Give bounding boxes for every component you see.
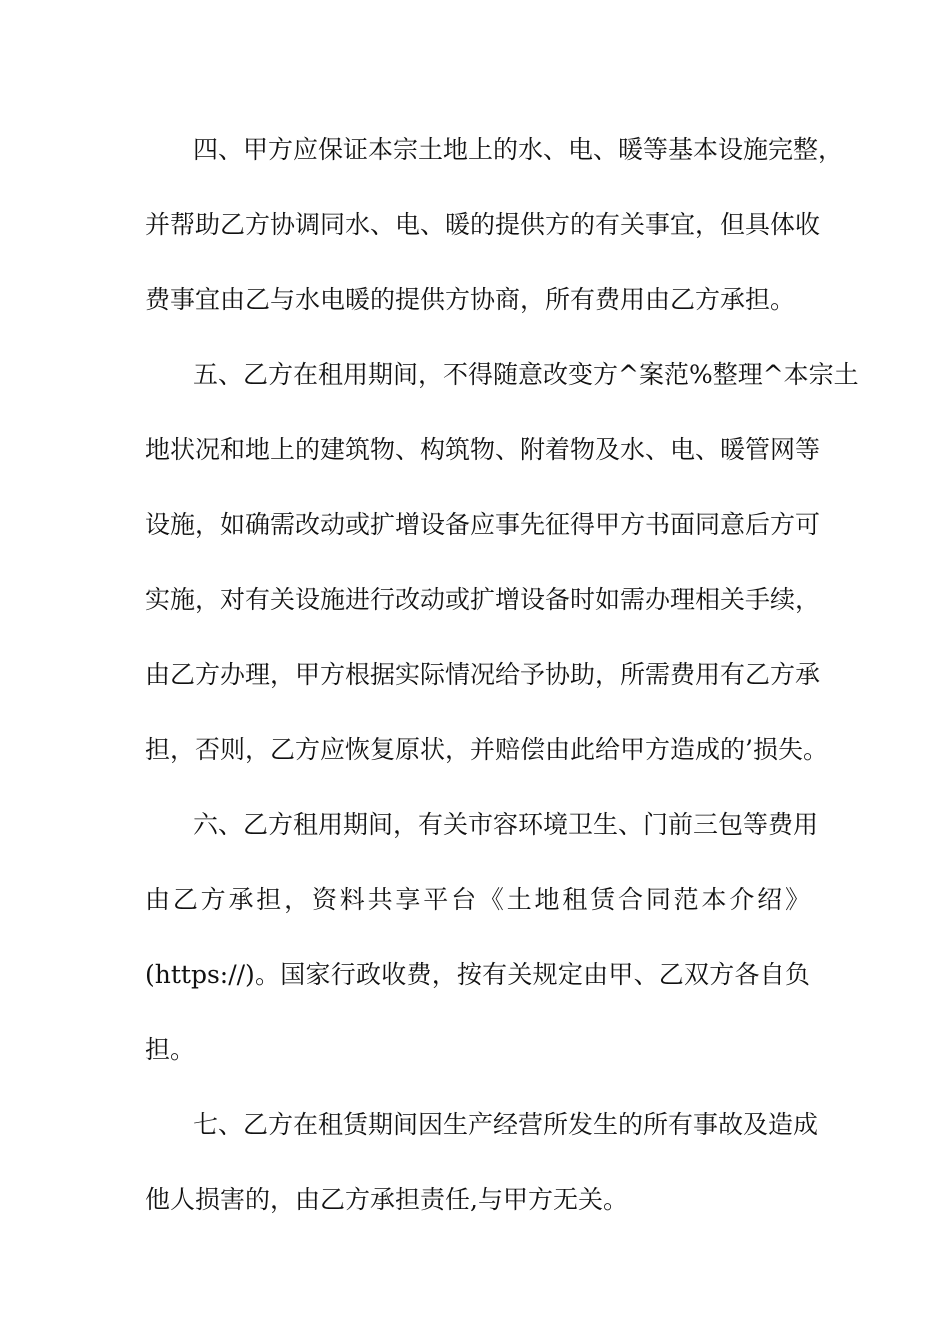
paragraph-5-line-5: 由乙方办理，甲方根据实际情况给予协助，所需费用有乙方承 bbox=[145, 660, 821, 689]
paragraph-6-line-1: 六、乙方租用期间，有关市容环境卫生、门前三包等费用 bbox=[193, 810, 819, 839]
paragraph-6-line-3: (https://)。国家行政收费，按有关规定由甲、乙双方各自负 bbox=[145, 960, 810, 989]
paragraph-5-line-2: 地状况和地上的建筑物、构筑物、附着物及水、电、暖管网等 bbox=[145, 435, 821, 464]
paragraph-4-line-1: 四、甲方应保证本宗土地上的水、电、暖等基本设施完整， bbox=[193, 135, 844, 164]
paragraph-7-line-1: 七、乙方在租赁期间因生产经营所发生的所有事故及造成 bbox=[193, 1110, 819, 1139]
paragraph-4-line-3: 费事宜由乙与水电暖的提供方协商，所有费用由乙方承担。 bbox=[145, 285, 796, 314]
paragraph-5-line-1: 五、乙方在租用期间，不得随意改变方^案范%整理^本宗土 bbox=[193, 360, 859, 389]
paragraph-5-line-4: 实施，对有关设施进行改动或扩增设备时如需办理相关手续， bbox=[145, 585, 821, 614]
paragraph-4-line-2: 并帮助乙方协调同水、电、暖的提供方的有关事宜，但具体收 bbox=[145, 210, 821, 239]
paragraph-5-line-6: 担，否则，乙方应恢复原状，并赔偿由此给甲方造成的’损失。 bbox=[145, 735, 828, 764]
paragraph-7-line-2: 他人损害的，由乙方承担责任,与甲方无关。 bbox=[145, 1185, 628, 1214]
paragraph-6-line-2: 由乙方承担，资料共享平台《土地租赁合同范本介绍》 bbox=[145, 885, 810, 914]
paragraph-5-line-3: 设施，如确需改动或扩增设备应事先征得甲方书面同意后方可 bbox=[145, 510, 821, 539]
paragraph-6-line-4: 担。 bbox=[145, 1035, 196, 1064]
